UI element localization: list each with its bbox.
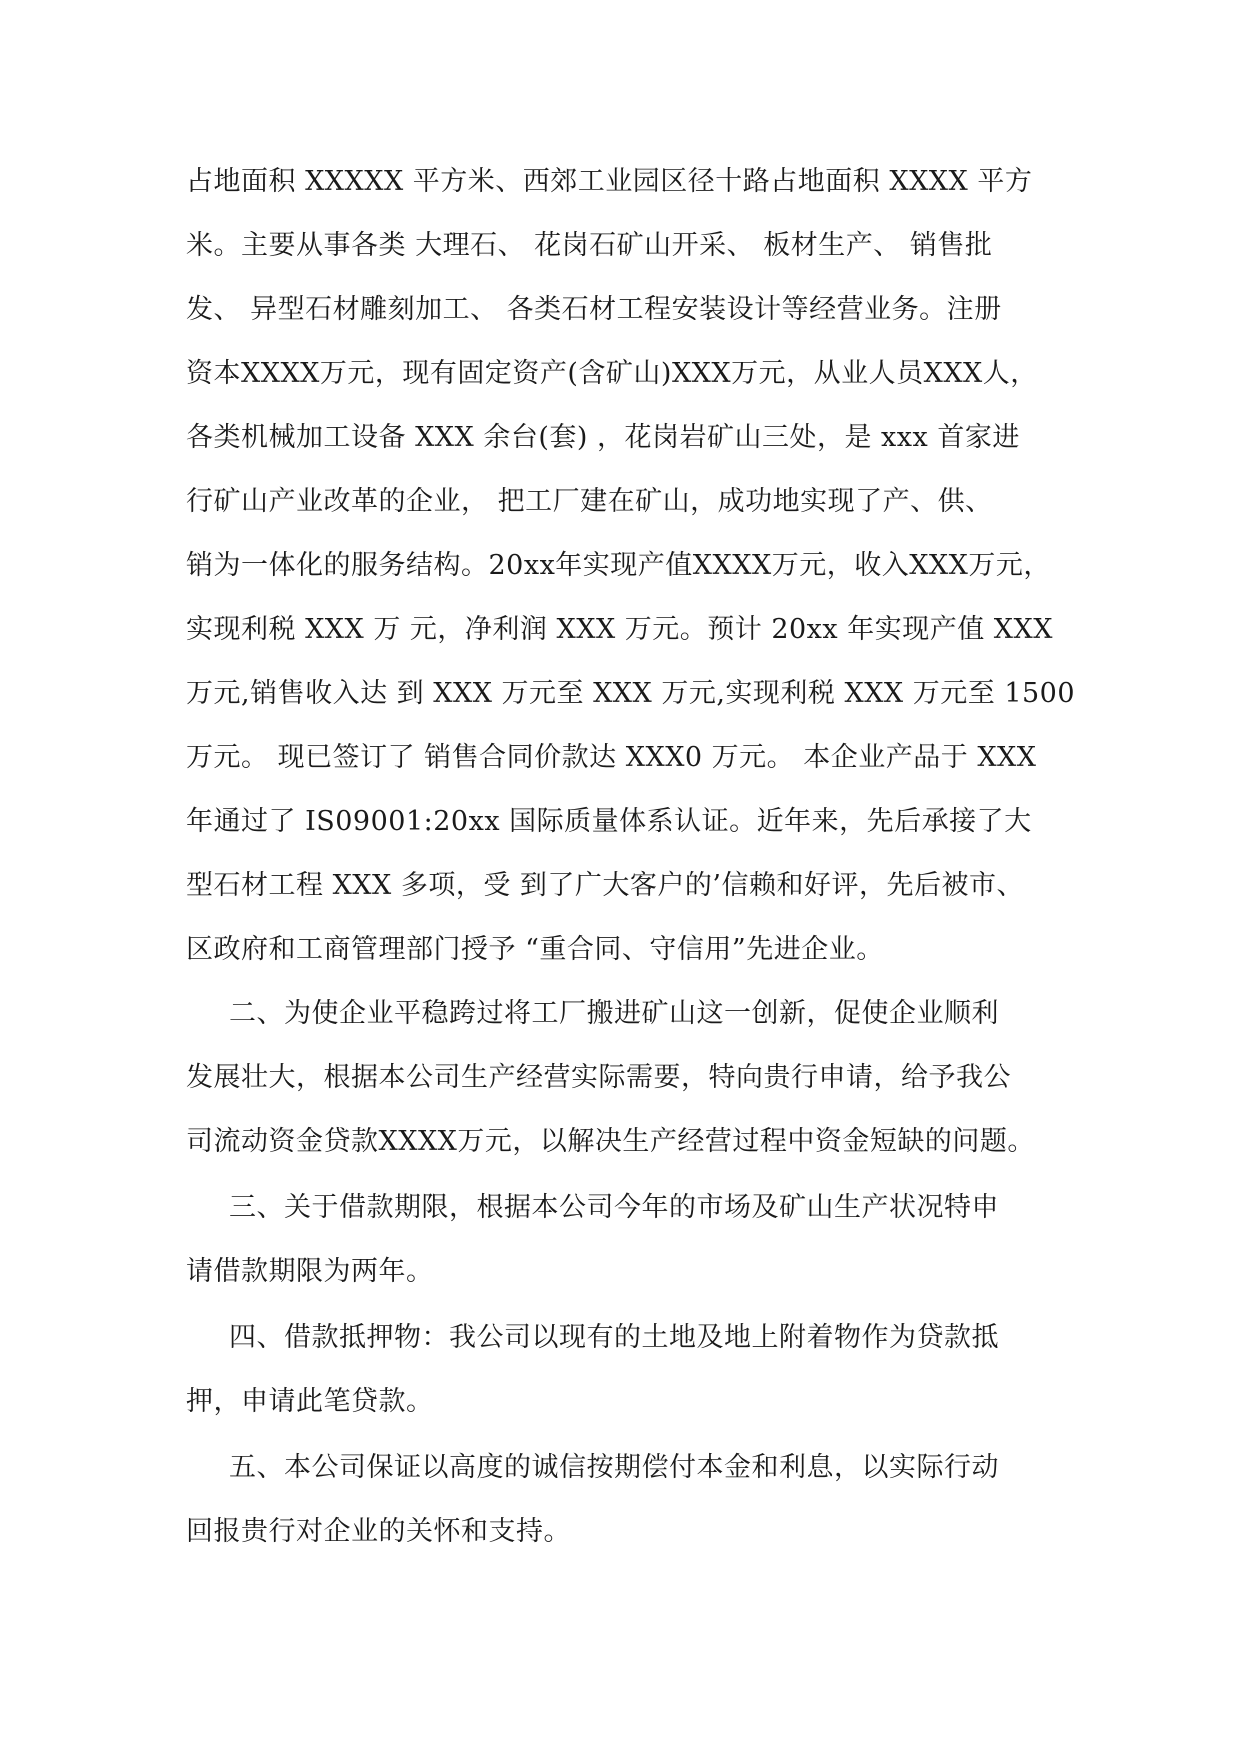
text-line: 发展壮大，根据本公司生产经营实际需要，特向贵行申请，给予我公: [186, 1062, 1011, 1093]
text-line: 型石材工程 XXX 多项，受 到了广大客户的’信赖和好评，先后被市、: [186, 870, 1024, 901]
text-line: 各类机械加工设备 XXX 余台(套) ，花岗岩矿山三处，是 xxx 首家进: [186, 422, 1020, 453]
text-line: 年通过了 IS09001:20xx 国际质量体系认证。近年来，先后承接了大: [186, 806, 1032, 837]
text-line: 发、 异型石材雕刻加工、 各类石材工程安装设计等经营业务。注册: [186, 294, 1002, 325]
text-line: 请借款期限为两年。: [186, 1256, 434, 1287]
text-line: 万元,销售收入达 到 XXX 万元至 XXX 万元,实现利税 XXX 万元至 1500: [186, 678, 1076, 709]
paragraph-4-start: 四、借款抵押物：我公司以现有的土地及地上附着物作为贷款抵: [229, 1322, 999, 1353]
text-line: 区政府和工商管理部门授予 “重合同、守信用”先进企业。: [186, 934, 884, 965]
text-line: 占地面积 XXXXX 平方米、西郊工业园区径十路占地面积 XXXX 平方: [186, 166, 1033, 197]
paragraph-3-start: 三、关于借款期限，根据本公司今年的市场及矿山生产状况特申: [229, 1192, 999, 1223]
text-line: 实现利税 XXX 万 元，净利润 XXX 万元。预计 20xx 年实现产值 XXX: [186, 614, 1053, 645]
text-line: 米。主要从事各类 大理石、 花岗石矿山开采、 板材生产、 销售批: [186, 230, 993, 261]
text-line: 销为一体化的服务结构。20xx年实现产值XXXX万元，收入XXX万元，: [186, 550, 1051, 581]
text-line: 万元。 现已签订了 销售合同价款达 XXX0 万元。 本企业产品于 XXX: [186, 742, 1037, 773]
paragraph-2-start: 二、为使企业平稳跨过将工厂搬进矿山这一创新，促使企业顺利: [229, 998, 999, 1029]
text-line: 资本XXXX万元，现有固定资产(含矿山)XXX万元，从业人员XXX人，: [186, 358, 1038, 389]
text-line: 回报贵行对企业的关怀和支持。: [186, 1516, 571, 1547]
paragraph-5-start: 五、本公司保证以高度的诚信按期偿付本金和利息，以实际行动: [229, 1452, 999, 1483]
text-line: 行矿山产业改革的企业， 把工厂建在矿山，成功地实现了产、供、: [186, 486, 993, 517]
text-line: 司流动资金贷款XXXX万元，以解决生产经营过程中资金短缺的问题。: [186, 1126, 1035, 1157]
text-line: 押，申请此笔贷款。: [186, 1386, 434, 1417]
